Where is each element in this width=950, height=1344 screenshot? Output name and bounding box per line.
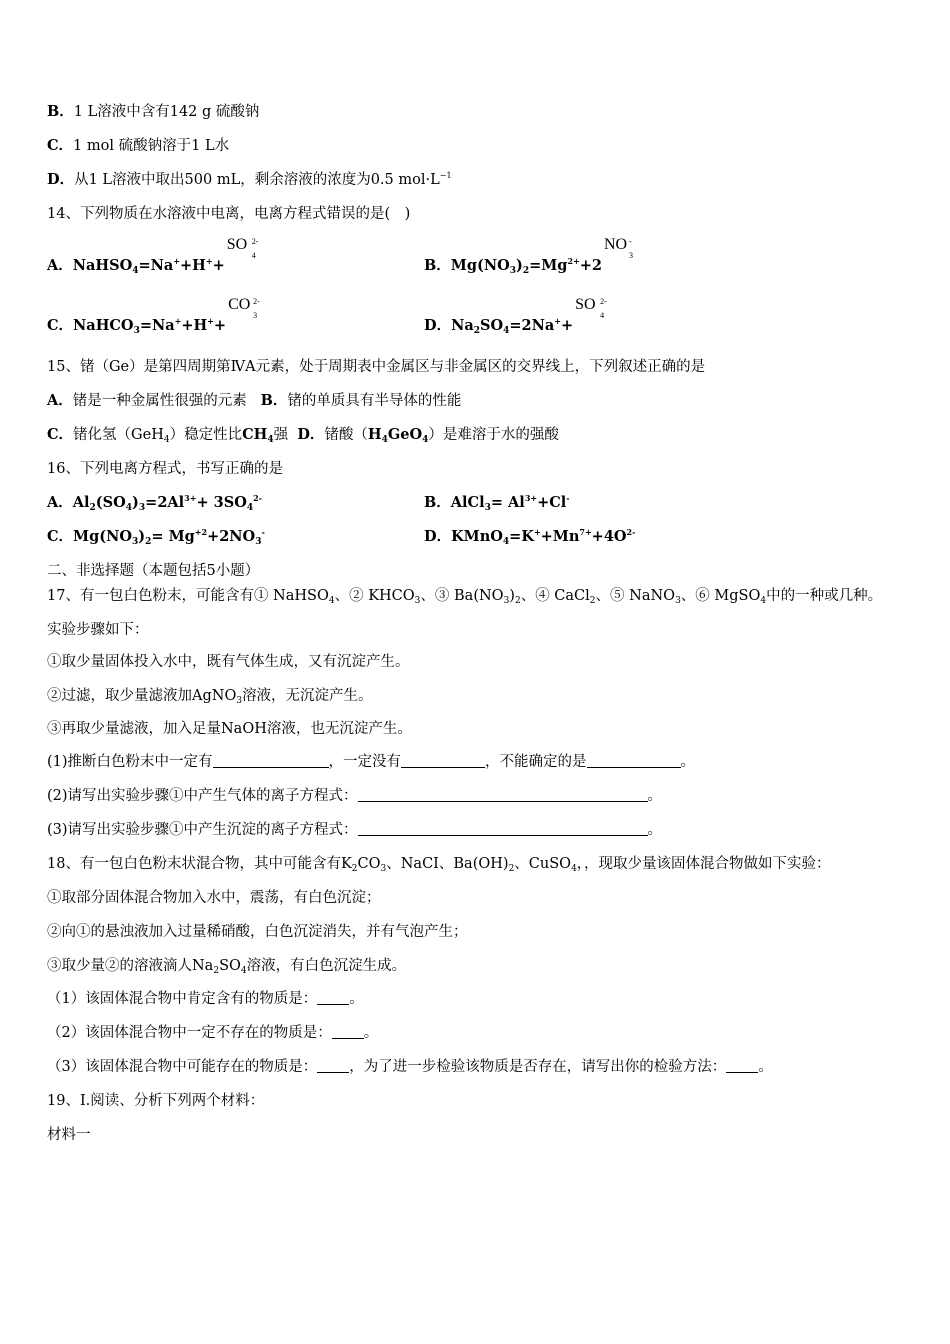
subscript: 2 (522, 266, 530, 276)
text: 中的一种或几种。 (766, 588, 883, 604)
q14-option-c (47, 296, 260, 336)
q18-step-1: ①取部分固体混合物加入水中，震荡，有白色沉淀； (47, 890, 381, 906)
eq-part: (SO (95, 494, 126, 511)
text: ，不能确定的是 (485, 754, 587, 770)
eq-part: AlCl (450, 494, 485, 511)
option-text: 锗是一种金属性很强的元素 (72, 393, 247, 409)
sulfate-ion (573, 296, 607, 330)
text: 。 (680, 754, 696, 770)
subscript: 2 (89, 503, 96, 513)
eq-part: +2NO (207, 528, 256, 545)
q13-option-d (47, 170, 452, 190)
eq-part: Al (72, 494, 90, 511)
option-text: 1 L溶液中含有142 g 硫酸钠 (73, 104, 260, 120)
charge: + (174, 316, 182, 326)
eq-part: NaHSO (72, 257, 133, 274)
eq-part: Mg(NO (73, 528, 132, 545)
q16-option-a (47, 494, 262, 511)
text: SO (219, 958, 241, 974)
formula: CH (242, 426, 268, 443)
subscript: 3 (131, 537, 139, 547)
q15-row-ab (47, 391, 461, 411)
text: ③取少量②的溶液滴人Na (47, 958, 214, 974)
option-letter: A． (47, 392, 73, 409)
q18-stem (47, 854, 831, 874)
text: 。 (349, 991, 364, 1007)
text: （1）该固体混合物中肯定含有的物质是： (47, 991, 318, 1007)
q16-stem: 16、下列电离方程式，书写正确的是 (47, 461, 283, 477)
subscript: 4 (503, 326, 510, 336)
subscript: 3 (509, 266, 516, 276)
option-text: 锗的单质具有半导体的性能 (287, 393, 462, 409)
text: (2)请写出实验步骤①中产生气体的离子方程式： (47, 788, 358, 804)
q14-row-ab (47, 236, 633, 276)
option-text: 锗酸（ (324, 427, 368, 443)
eq-part: +H (181, 317, 208, 334)
subscript: 4 (125, 503, 133, 513)
subscript: 4 (502, 537, 510, 547)
subscript: 4 (132, 266, 139, 276)
ion-charge: - (628, 237, 632, 246)
eq-part: + 3SO (196, 494, 247, 511)
ion-subscript: 3 (628, 251, 633, 260)
ion-charge: 2- (253, 297, 260, 306)
option-letter: B． (260, 392, 288, 409)
ion-formula: CO (228, 296, 251, 313)
text: ，一定没有 (328, 754, 402, 770)
q16-option-d (424, 527, 635, 547)
option-letter: D． (424, 528, 452, 545)
eq-part: ) (515, 257, 523, 274)
charge: + (554, 316, 561, 326)
eq-part: = Al (490, 494, 525, 511)
q19-material-label: 材料一 (47, 1127, 91, 1143)
answer-blank[interactable] (332, 1024, 364, 1039)
subscript: 3 (503, 596, 510, 606)
eq-part: +H (180, 257, 206, 274)
eq-part: + (212, 257, 225, 274)
q19-stem: 19、I.阅读、分析下列两个材料： (47, 1093, 265, 1109)
answer-blank[interactable] (358, 821, 648, 836)
q18-question-3 (47, 1057, 773, 1077)
q17-question-3 (47, 820, 662, 840)
eq-part: SO (480, 317, 504, 334)
eq-part: +2 (579, 257, 602, 274)
answer-blank[interactable] (587, 753, 681, 768)
subscript: 4 (246, 503, 254, 513)
eq-part: ) (138, 528, 146, 545)
text: （3）该固体混合物中可能存在的物质是： (47, 1059, 318, 1075)
subscript: 4 (422, 435, 429, 445)
subscript: 3 (414, 596, 421, 606)
eq-part: ) (132, 494, 139, 511)
answer-blank[interactable] (317, 1058, 349, 1073)
subscript: 2 (508, 864, 515, 874)
subscript: 3 (255, 537, 262, 547)
option-letter: C． (47, 528, 74, 545)
option-letter: D． (47, 171, 75, 188)
eq-part: =Na (139, 317, 175, 334)
eq-part: + (213, 317, 227, 334)
eq-part: +Cl (537, 494, 567, 511)
answer-blank[interactable] (726, 1058, 758, 1073)
nitrate-ion (602, 236, 636, 270)
q17-step-1: ①取少量固体投入水中，既有气体生成，又有沉淀产生。 (47, 654, 410, 670)
text: 18、有一包白色粉末状混合物，其中可能含有K (47, 856, 352, 872)
text: CO (357, 856, 381, 872)
subscript: 4 (267, 435, 274, 445)
q14-option-a (47, 236, 259, 276)
eq-part: Mg(NO (450, 257, 510, 274)
ion-charge: 2- (600, 297, 607, 306)
answer-blank[interactable] (358, 787, 648, 802)
option-text: 强 (273, 427, 289, 443)
q18-question-2 (47, 1023, 378, 1043)
option-text: 锗化氢（GeH (73, 427, 164, 443)
subscript: 2 (351, 864, 358, 874)
text: ②过滤，取少量滤液加AgNO (47, 688, 237, 704)
q18-question-1 (47, 989, 364, 1009)
charge: - (566, 493, 570, 503)
eq-part: NaHCO (73, 317, 134, 334)
option-text: ）是难溶于水的强酸 (428, 427, 559, 443)
charge: 2- (253, 493, 262, 503)
option-text: 1 mol 硫酸钠溶于1 L水 (73, 138, 230, 154)
superscript: −1 (439, 171, 452, 180)
charge: +2 (194, 527, 208, 537)
text: (1)推断白色粉末中一定有 (47, 754, 213, 770)
option-text: 从1 L溶液中取出500 mL，剩余溶液的浓度为0.5 mol·L (74, 172, 440, 188)
q14-option-d (424, 296, 607, 336)
eq-part: =K (509, 528, 534, 545)
text: 溶液，有白色沉淀生成。 (246, 958, 407, 974)
charge: + (173, 256, 180, 266)
formula: H (367, 426, 382, 443)
option-letter: D． (424, 317, 452, 334)
text: 溶液，无沉淀产生。 (242, 688, 373, 704)
ion-formula: SO (575, 296, 596, 313)
eq-part: =Na (138, 257, 174, 274)
ion-subscript: 3 (253, 311, 258, 320)
subscript: 4 (240, 966, 247, 976)
ion-charge: 2- (251, 237, 259, 246)
text: (3)请写出实验步骤①中产生沉淀的离子方程式： (47, 822, 358, 838)
charge: + (205, 256, 213, 266)
q14-option-b (424, 236, 636, 276)
eq-part: +Mn (540, 528, 580, 545)
text: 、② KHCO (334, 588, 415, 604)
eq-part: Na (451, 317, 474, 334)
subscript: 4 (571, 864, 577, 874)
q16-option-c (47, 528, 265, 545)
option-letter: A． (47, 257, 73, 274)
q16-row-ab (47, 493, 570, 513)
text: 、NaCI、Ba(OH) (386, 856, 509, 872)
option-letter: D． (297, 426, 325, 443)
charge: + (533, 527, 541, 537)
eq-part: =2Na (509, 317, 555, 334)
subscript: 2 (589, 596, 596, 606)
eq-part: =2Al (145, 494, 185, 511)
charge: 2- (626, 527, 636, 537)
answer-blank[interactable] (401, 753, 485, 768)
text: 。 (363, 1025, 379, 1041)
subscript: 2 (145, 537, 152, 547)
text: ，为了进一步检验该物质是否存在，请写出你的检验方法： (349, 1059, 727, 1075)
q17-stem (47, 586, 882, 606)
text: 、③ Ba(NO (420, 588, 504, 604)
text: 、⑥ MgSO (680, 588, 761, 604)
option-letter: C． (47, 317, 74, 334)
ion-subscript: 4 (251, 251, 256, 260)
subscript: 2 (514, 596, 521, 606)
option-letter: B． (424, 494, 451, 511)
subscript: 3 (675, 596, 681, 606)
option-letter: B． (47, 103, 74, 120)
ion-subscript: 4 (600, 311, 605, 320)
text: 、⑤ NaNO (595, 588, 676, 604)
subscript: 4 (760, 596, 767, 606)
q18-step-3 (47, 956, 406, 976)
subscript: 3 (236, 696, 243, 706)
subscript: 3 (484, 503, 491, 513)
text: 。 (758, 1059, 773, 1075)
q17-step-2 (47, 686, 373, 706)
q17-step-3: ③再取少量滤液，加入足量NaOH溶液，也无沉淀产生。 (47, 721, 412, 737)
option-letter: A． (47, 494, 73, 511)
charge: 3+ (524, 493, 538, 503)
eq-part: KMnO (451, 528, 503, 545)
q13-option-c (47, 136, 229, 156)
section-heading: 二、非选择题（本题包括5小题） (47, 563, 260, 579)
text: 。 (647, 822, 663, 838)
q17-question-1 (47, 752, 695, 772)
charge: 3+ (184, 493, 197, 503)
eq-part: + (560, 317, 574, 334)
option-letter: C． (47, 426, 74, 443)
text: ，，现取少量该固体混合物做如下实验： (576, 856, 831, 872)
sulfate-ion (225, 236, 259, 270)
q14-stem: 14、下列物质在水溶液中电离，电离方程式错误的是( ) (47, 206, 411, 222)
q13-option-b (47, 102, 259, 122)
q17-steps-title: 实验步骤如下： (47, 622, 149, 638)
charge: + (207, 316, 214, 326)
charge: 2+ (567, 256, 580, 266)
eq-part: =Mg (529, 257, 568, 274)
ion-formula: SO (226, 236, 248, 253)
subscript: 3 (133, 326, 140, 336)
subscript: 4 (381, 435, 388, 445)
q15-row-cd (47, 425, 559, 445)
subscript: 2 (473, 326, 480, 336)
subscript: 3 (138, 503, 146, 513)
charge: 7+ (579, 527, 592, 537)
q16-option-b (424, 493, 570, 513)
eq-part: +4O (591, 528, 627, 545)
text: 、④ CaCl (520, 588, 590, 604)
eq-part: = Mg (151, 528, 195, 545)
option-letter: C． (47, 137, 74, 154)
ion-formula: NO (603, 236, 628, 253)
option-letter: B． (424, 257, 451, 274)
text: 。 (647, 788, 663, 804)
text: ) (509, 588, 515, 604)
subscript: 4 (328, 596, 335, 606)
q17-question-2 (47, 786, 662, 806)
q14-row-cd (47, 296, 607, 336)
text: 17、有一包白色粉末，可能含有① NaHSO (47, 588, 329, 604)
subscript: 4 (163, 435, 170, 445)
answer-blank[interactable] (317, 990, 349, 1005)
text: 、CuSO (514, 856, 572, 872)
formula: GeO (387, 426, 423, 443)
q16-row-cd (47, 527, 636, 547)
answer-blank[interactable] (213, 753, 329, 768)
q18-step-2: ②向①的悬浊液加入过量稀硝酸，白色沉淀消失，并有气泡产生； (47, 924, 468, 940)
subscript: 2 (213, 966, 220, 976)
q15-stem: 15、锗（Ge）是第四周期第ⅣA元素，处于周期表中金属区与非金属区的交界线上，下列叙述正确的是 (47, 359, 706, 375)
option-text: ）稳定性比 (169, 427, 243, 443)
charge: - (261, 527, 265, 537)
subscript: 3 (380, 864, 387, 874)
carbonate-ion (226, 296, 260, 330)
text: （2）该固体混合物中一定不存在的物质是： (47, 1025, 332, 1041)
